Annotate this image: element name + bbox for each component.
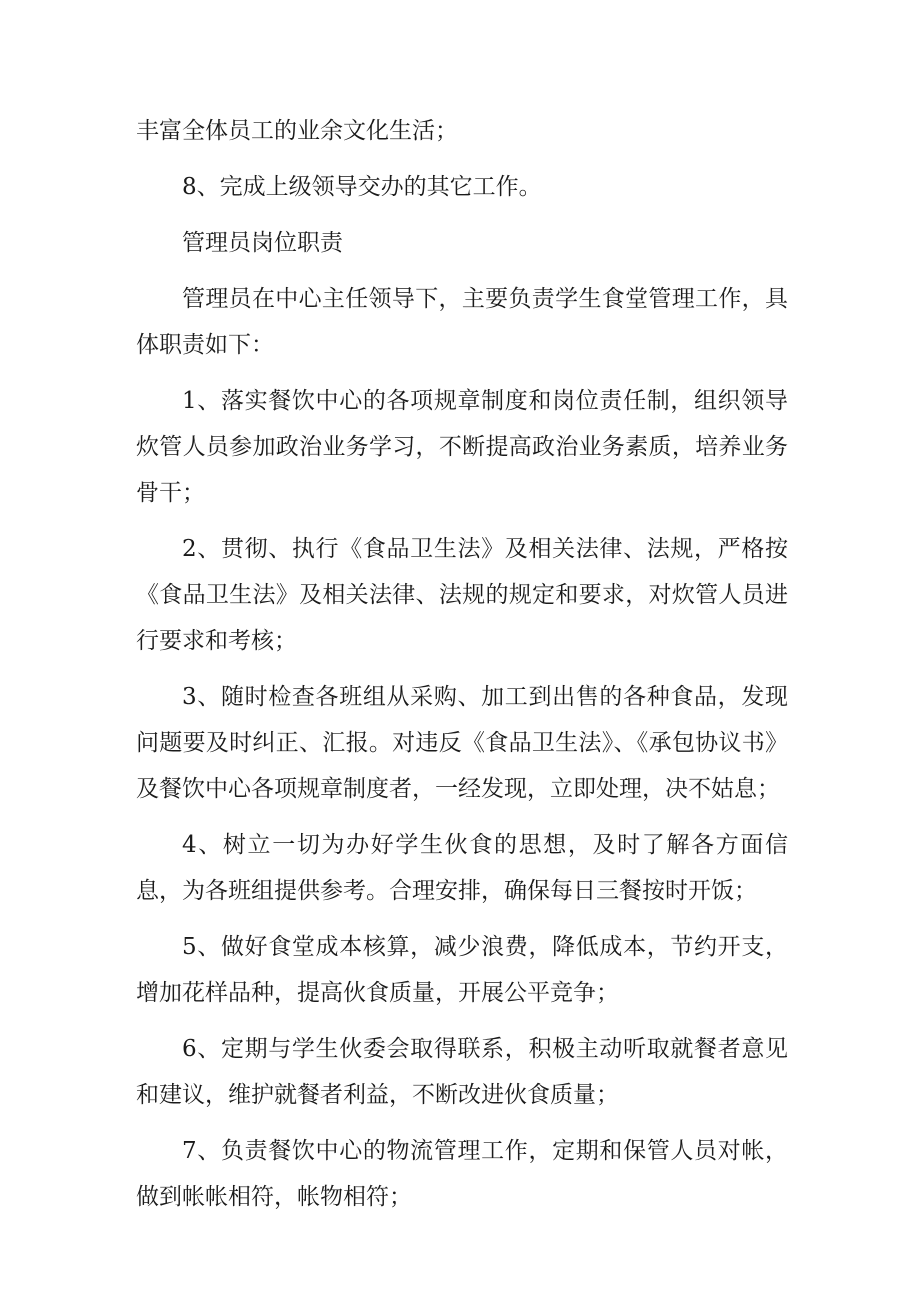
paragraph-item-1: 1、落实餐饮中心的各项规章制度和岗位责任制，组织领导炊管人员参加政治业务学习，不断提高政治业务素质，培养业务骨干； (136, 388, 788, 506)
paragraph-item-3: 3、随时检查各班组从采购、加工到出售的各种食品，发现问题要及时纠正、汇报。对违反《食品卫生法》、《承包协议书》及餐饮中心各项规章制度者，一经发现，立即处理，决不姑息； (136, 684, 788, 802)
paragraph-item-7: 7、负责餐饮中心的物流管理工作，定期和保管人员对帐，做到帐帐相符，帐物相符； (136, 1138, 788, 1210)
paragraph-item-8: 8、完成上级领导交办的其它工作。 (182, 174, 542, 200)
section-heading: 管理员岗位职责 (182, 230, 343, 256)
paragraph-item-6: 6、定期与学生伙委会取得联系，积极主动听取就餐者意见和建议，维护就餐者利益，不断改进伙食质量； (136, 1036, 788, 1108)
paragraph-continuation: 丰富全体员工的业余文化生活； (136, 118, 458, 144)
paragraph-item-2: 2、贯彻、执行《食品卫生法》及相关法律、法规，严格按《食品卫生法》及相关法律、法规的规定和要求，对炊管人员进行要求和考核； (136, 536, 788, 654)
section-intro: 管理员在中心主任领导下，主要负责学生食堂管理工作，具体职责如下： (136, 286, 788, 358)
paragraph-item-4: 4、树立一切为办好学生伙食的思想，及时了解各方面信息，为各班组提供参考。合理安排，确保每日三餐按时开饭； (136, 832, 788, 904)
paragraph-item-5: 5、做好食堂成本核算，减少浪费，降低成本，节约开支，增加花样品种，提高伙食质量，开展公平竞争； (136, 934, 788, 1006)
